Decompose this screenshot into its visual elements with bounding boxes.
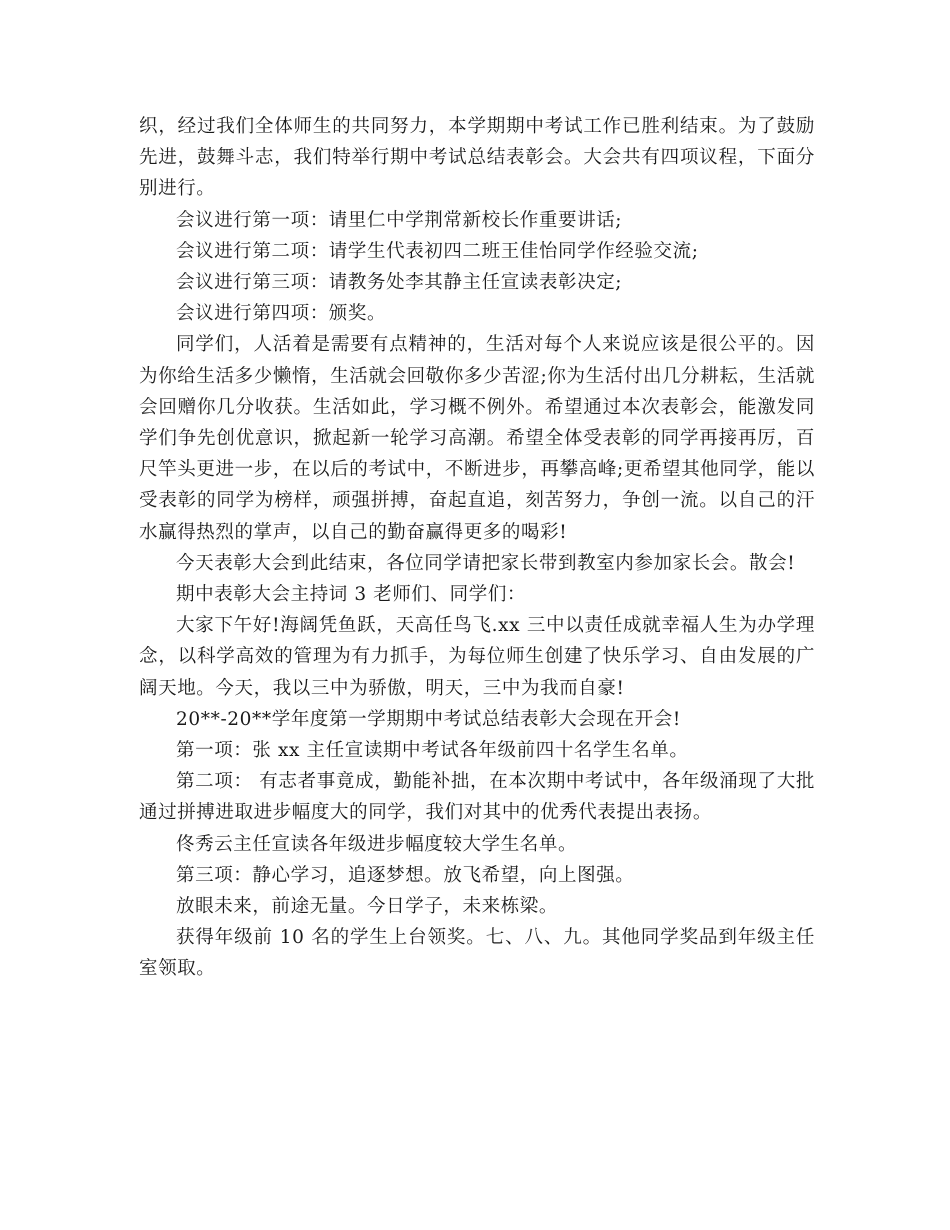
paragraph-encouragement: 同学们，人活着是需要有点精神的，生活对每个人来说应该是很公平的。因为你给生活多少懒惰，生活就会回敬你多少苦涩;你为生活付出几分耕耘，生活就会回赠你几分收获。生活如此，学习概不例外。希望通过本次表彰会，能激发同学们争先创优意识，掀起新一轮学习高潮。希望全体受表彰的同学再接再厉，百尺竿头更进一步，在以后的考试中，不断进步，再攀高峰;更希望其他同学，能以受表彰的同学为榜样，顽强拼搏，奋起直追，刻苦努力，争创一流。以自己的汗水赢得热烈的掌声，以自己的勤奋赢得更多的喝彩! [139,334,815,543]
paragraph-item-3: 第三项：静心学习，追逐梦想。放飞希望，向上图强。 [176,864,635,886]
paragraph-awards: 获得年级前 10 名的学生上台领奖。七、八、九。其他同学奖品到年级主任室领取。 [139,927,815,980]
paragraph-agenda-1: 会议进行第一项：请里仁中学荆常新校长作重要讲话; [176,209,623,231]
paragraph-closing: 今天表彰大会到此结束，各位同学请把家长带到教室内参加家长会。散会! [176,552,796,574]
paragraph-item-2: 第二项： 有志者事竟成，勤能补拙，在本次期中考试中，各年级涌现了大批通过拼搏进取进步幅度大的同学，我们对其中的优秀代表提出表扬。 [139,771,815,824]
paragraph-agenda-2: 会议进行第二项：请学生代表初四二班王佳怡同学作经验交流; [176,240,699,262]
paragraph-future: 放眼未来，前途无量。今日学子，未来栋梁。 [176,896,559,918]
document-body [139,111,815,985]
paragraph-item-1: 第一项：张 xx 主任宣读期中考试各年级前四十名学生名单。 [176,740,689,762]
paragraph-agenda-3: 会议进行第三项：请教务处李其静主任宣读表彰决定; [176,272,623,294]
paragraph-opening: 20**-20**学年度第一学期期中考试总结表彰大会现在开会! [176,708,681,730]
paragraph-greeting: 大家下午好!海阔凭鱼跃，天高任鸟飞.xx 三中以责任成就幸福人生为办学理念，以科学高效的管理为有力抓手，为每位师生创建了快乐学习、自由发展的广阔天地。今天，我以三中为骄傲，明天，三中为我而自豪! [139,615,815,699]
paragraph-agenda-4: 会议进行第四项：颁奖。 [176,303,387,325]
paragraph-progress-list: 佟秀云主任宣读各年级进步幅度较大学生名单。 [176,833,578,855]
paragraph-script3-title: 期中表彰大会主持词 3 老师们、同学们： [176,584,527,606]
paragraph-intro: 织，经过我们全体师生的共同努力，本学期期中考试工作已胜利结束。为了鼓励先进，鼓舞斗志，我们特举行期中考试总结表彰会。大会共有四项议程，下面分别进行。 [139,116,815,200]
